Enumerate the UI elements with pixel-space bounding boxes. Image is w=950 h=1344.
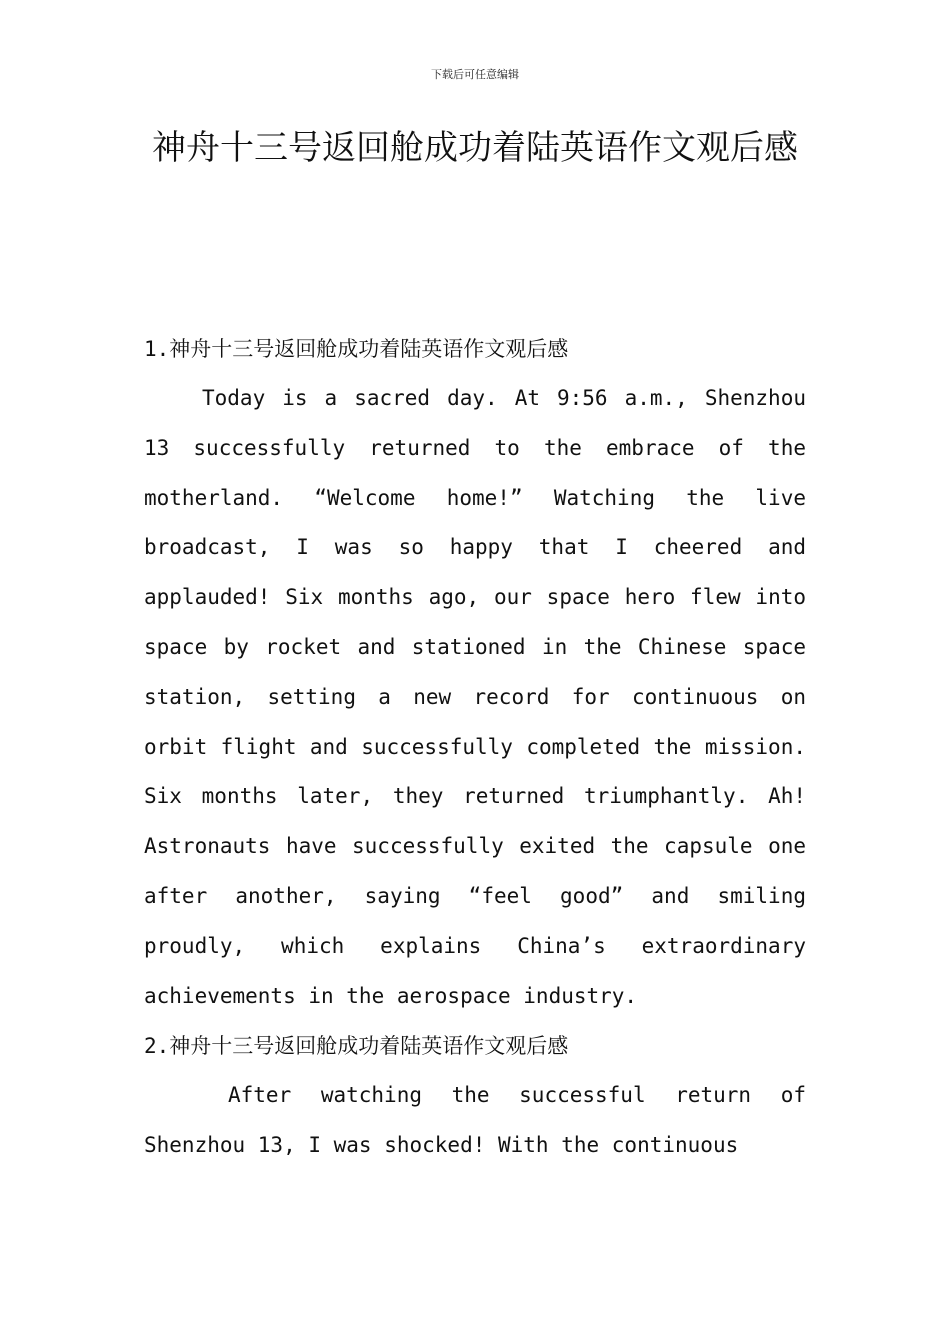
- section-1-heading: 1.神舟十三号返回舱成功着陆英语作文观后感: [144, 337, 569, 361]
- section-2-paragraph: After watching the successful return of Shenzhou 13, I was shocked! With the continuous: [144, 1083, 806, 1158]
- document-body: [144, 324, 806, 1171]
- section-2-heading: 2.神舟十三号返回舱成功着陆英语作文观后感: [144, 1034, 569, 1059]
- section-1-paragraph: Today is a sacred day. At 9:56 a.m., Shenzhou 13 successfully returned to the embrace of the motherland. “Welcome home!” Watching the live broadcast, I was so happy that I cheered and applauded! Six months ago, our space hero flew into space by rocket and stationed in the Chinese space station, setting a new record for continuous on orbit flight and successfully completed the mission. Six months later, they returned triumphantly. Ah! Astronauts have successfully exited the capsule one after another, saying “feel good” and smiling proudly, which explains China’s extraordinary achievements in the aerospace industry.: [144, 386, 806, 1008]
- document-title: 神舟十三号返回舱成功着陆英语作文观后感: [152, 128, 798, 168]
- header-note: 下载后可任意编辑: [431, 68, 519, 81]
